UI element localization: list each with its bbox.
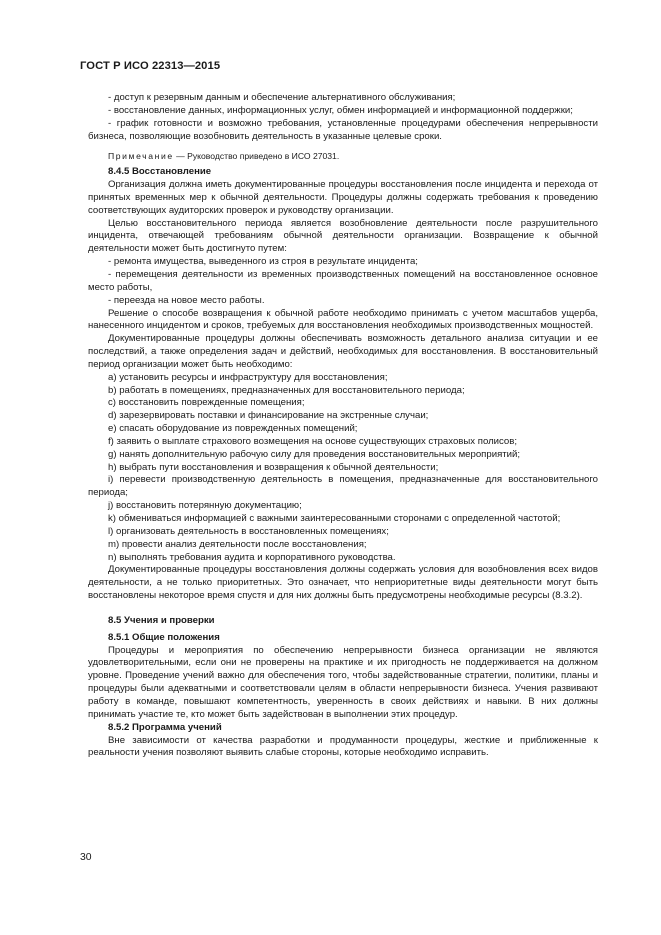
- note-text: — Руководство приведено в ИСО 27031.: [173, 151, 340, 162]
- list-item: i) перевести производственную деятельность в помещения, предназначенные для восстановительного периода;: [88, 474, 598, 499]
- section-heading-8-5: 8.5 Учения и проверки: [108, 614, 215, 626]
- section-heading-8-5-1: 8.5.1 Общие положения: [108, 631, 220, 643]
- list-item: g) нанять дополнительную рабочую силу для проведения восстановительных мероприятий;: [108, 448, 521, 460]
- list-item: b) работать в помещениях, предназначенных для восстановительного периода;: [108, 384, 465, 396]
- list-item: j) восстановить потерянную документацию;: [108, 500, 302, 512]
- paragraph: Документированные процедуры должны обеспечивать возможность детального анализа ситуации и ее последствий, а также определения задач и действий, необходимых для восстановления. В восстановительный период организации может быть необходимо:: [88, 333, 598, 370]
- list-item: f) заявить о выплате страхового возмещения на основе существующих страховых полисов;: [108, 435, 518, 447]
- note-label: Примечание: [108, 151, 174, 162]
- paragraph: Решение о способе возвращения к обычной работе необходимо принимать с учетом масштабов ущерба, нанесенного инцидентом и сроков, требуемых для восстановления необходимых производственных мощностей.: [88, 307, 598, 332]
- list-item: - ремонта имущества, выведенного из строя в результате инцидента;: [108, 256, 418, 268]
- page-content: [88, 92, 598, 760]
- list-item: d) зарезервировать поставки и финансирование на экстренные случаи;: [108, 410, 429, 422]
- section-heading-8-4-5: 8.4.5 Восстановление: [108, 166, 212, 178]
- list-item: - переезда на новое место работы.: [108, 294, 265, 306]
- paragraph: Целью восстановительного периода является возобновление деятельности после разрушительного инцидента, отвечающей требованиям обычной деятельности организации. Возвращение к обычной деятельности может быть достигнуто путем:: [88, 217, 598, 255]
- note: [88, 150, 598, 163]
- list-item: n) выполнять требования аудита и корпоративного руководства.: [108, 551, 396, 563]
- list-item: m) провести анализ деятельности после восстановления;: [108, 538, 367, 550]
- list-item: c) восстановить поврежденные помещения;: [108, 397, 305, 409]
- paragraph: Организация должна иметь документированные процедуры восстановления после инцидента и перехода от принятых временных мер к обычной деятельности. Процедуры должны содержать требования к проведению соответствующих аудиторских проверок и руководству организации.: [88, 179, 598, 216]
- list-item: l) организовать деятельность в восстановленных помещениях;: [108, 525, 389, 537]
- paragraph: Вне зависимости от качества разработки и продуманности процедуры, жесткие и приближенные к реальности учения позволяют выявить слабые стороны, которые необходимо исправить.: [88, 734, 598, 759]
- document-header: ГОСТ Р ИСО 22313—2015: [80, 60, 221, 72]
- list-item: e) спасать оборудование из поврежденных помещений;: [108, 423, 358, 435]
- section-heading-8-5-2: 8.5.2 Программа учений: [108, 721, 222, 733]
- list-item: k) обмениваться информацией с важными заинтересованными сторонами с определенной частотой;: [108, 513, 561, 524]
- paragraph: Документированные процедуры восстановления должны содержать условия для возобновления всех видов деятельности, а не только приоритетных. Это означает, что неприоритетные виды деятельности могут быть восстановлены некоторое время спустя и для них должны быть предусмотрены необходимые ресурсы (8.3.2).: [88, 564, 598, 602]
- paragraph: Процедуры и мероприятия по обеспечению непрерывности бизнеса организации не являются удовлетворительными, если они не проверены на практике и их пригодность не поддерживается на должном уровне. Проведение учений важно для обеспечения того, чтобы задействованные стратегии, политики, планы и процедуры были адекватными и соответствовали целям в области непрерывности бизнеса. Учения развивают работу в команде, повышают компетентность, уверенность в своих действиях и навыки. В них должны принимать участие те, кто может быть задействован в выполнении этих процедур.: [88, 644, 598, 720]
- list-item: a) установить ресурсы и инфраструктуру для восстановления;: [108, 371, 388, 383]
- list-item: - перемещения деятельности из временных производственных помещений на восстановленное основное место работы,: [88, 268, 598, 293]
- list-item: - доступ к резервным данным и обеспечение альтернативного обслуживания;: [108, 92, 456, 103]
- list-item: - восстановление данных, информационных услуг, обмен информацией и информационной поддержки;: [108, 104, 573, 116]
- list-item: - график готовности и возможно требования, установленные процедурами обеспечения непрерывности бизнеса, позволяющие возобновить деятельность в указанные целевые сроки.: [88, 117, 598, 142]
- list-item: h) выбрать пути восстановления и возвращения к обычной деятельности;: [108, 461, 439, 473]
- page-number: 30: [80, 852, 92, 863]
